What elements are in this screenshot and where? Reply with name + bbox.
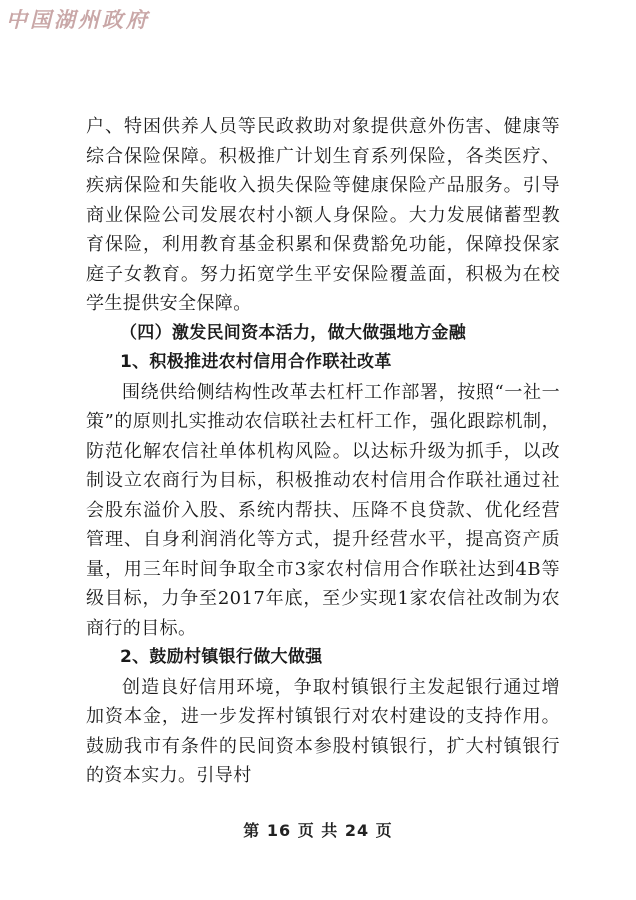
subheading-rural-credit: 1、积极推进农村信用合作联社改革 xyxy=(120,352,392,372)
paragraph-insurance: 户、特困供养人员等民政救助对象提供意外伤害、健康等综合保险保障。积极推广计划生育系列保险，各类医疗、疾病保险和失能收入损失保险等健康保险产品服务。引导商业保险公司发展农村小额人身保险。大力发展储蓄型教育保险，利用教育基金积累和保费豁免功能，保障投保家庭子女教育。努力拓宽学生平安保险覆盖面，积极为在校学生提供安全保障。 xyxy=(86,116,560,314)
section-heading: （四）激发民间资本活力，做大做强地方金融 xyxy=(120,322,466,343)
paragraph-village-bank: 创造良好信用环境，争取村镇银行主发起银行通过增加资本金，进一步发挥村镇银行对农村建设的支持作用。鼓励我市有条件的民间资本参股村镇银行，扩大村镇银行的资本实力。引导村 xyxy=(86,676,560,786)
paragraph-rural-credit: 围绕供给侧结构性改革去杠杆工作部署，按照“一社一策”的原则扎实推动农信联社去杠杆工作，强化跟踪机制，防范化解农信社单体机构风险。以达标升级为抓手，以改制设立农商行为目标，积极推动农村信用合作联社通过社会股东溢价入股、系统内帮扶、压降不良贷款、优化经营管理、自身利润消化等方式，提升经营水平，提高资产质量，用三年时间争取全市3家农村信用合作联社达到4B等级目标，力争至2017年底，至少实现1家农信社改制为农商行的目标。 xyxy=(86,381,560,639)
page-number: 第 16 页 共 24 页 xyxy=(243,821,393,840)
subheading-village-bank: 2、鼓励村镇银行做大做强 xyxy=(120,647,323,667)
watermark-logo: 中国湖州政府 xyxy=(6,7,150,32)
document-body xyxy=(86,112,560,791)
